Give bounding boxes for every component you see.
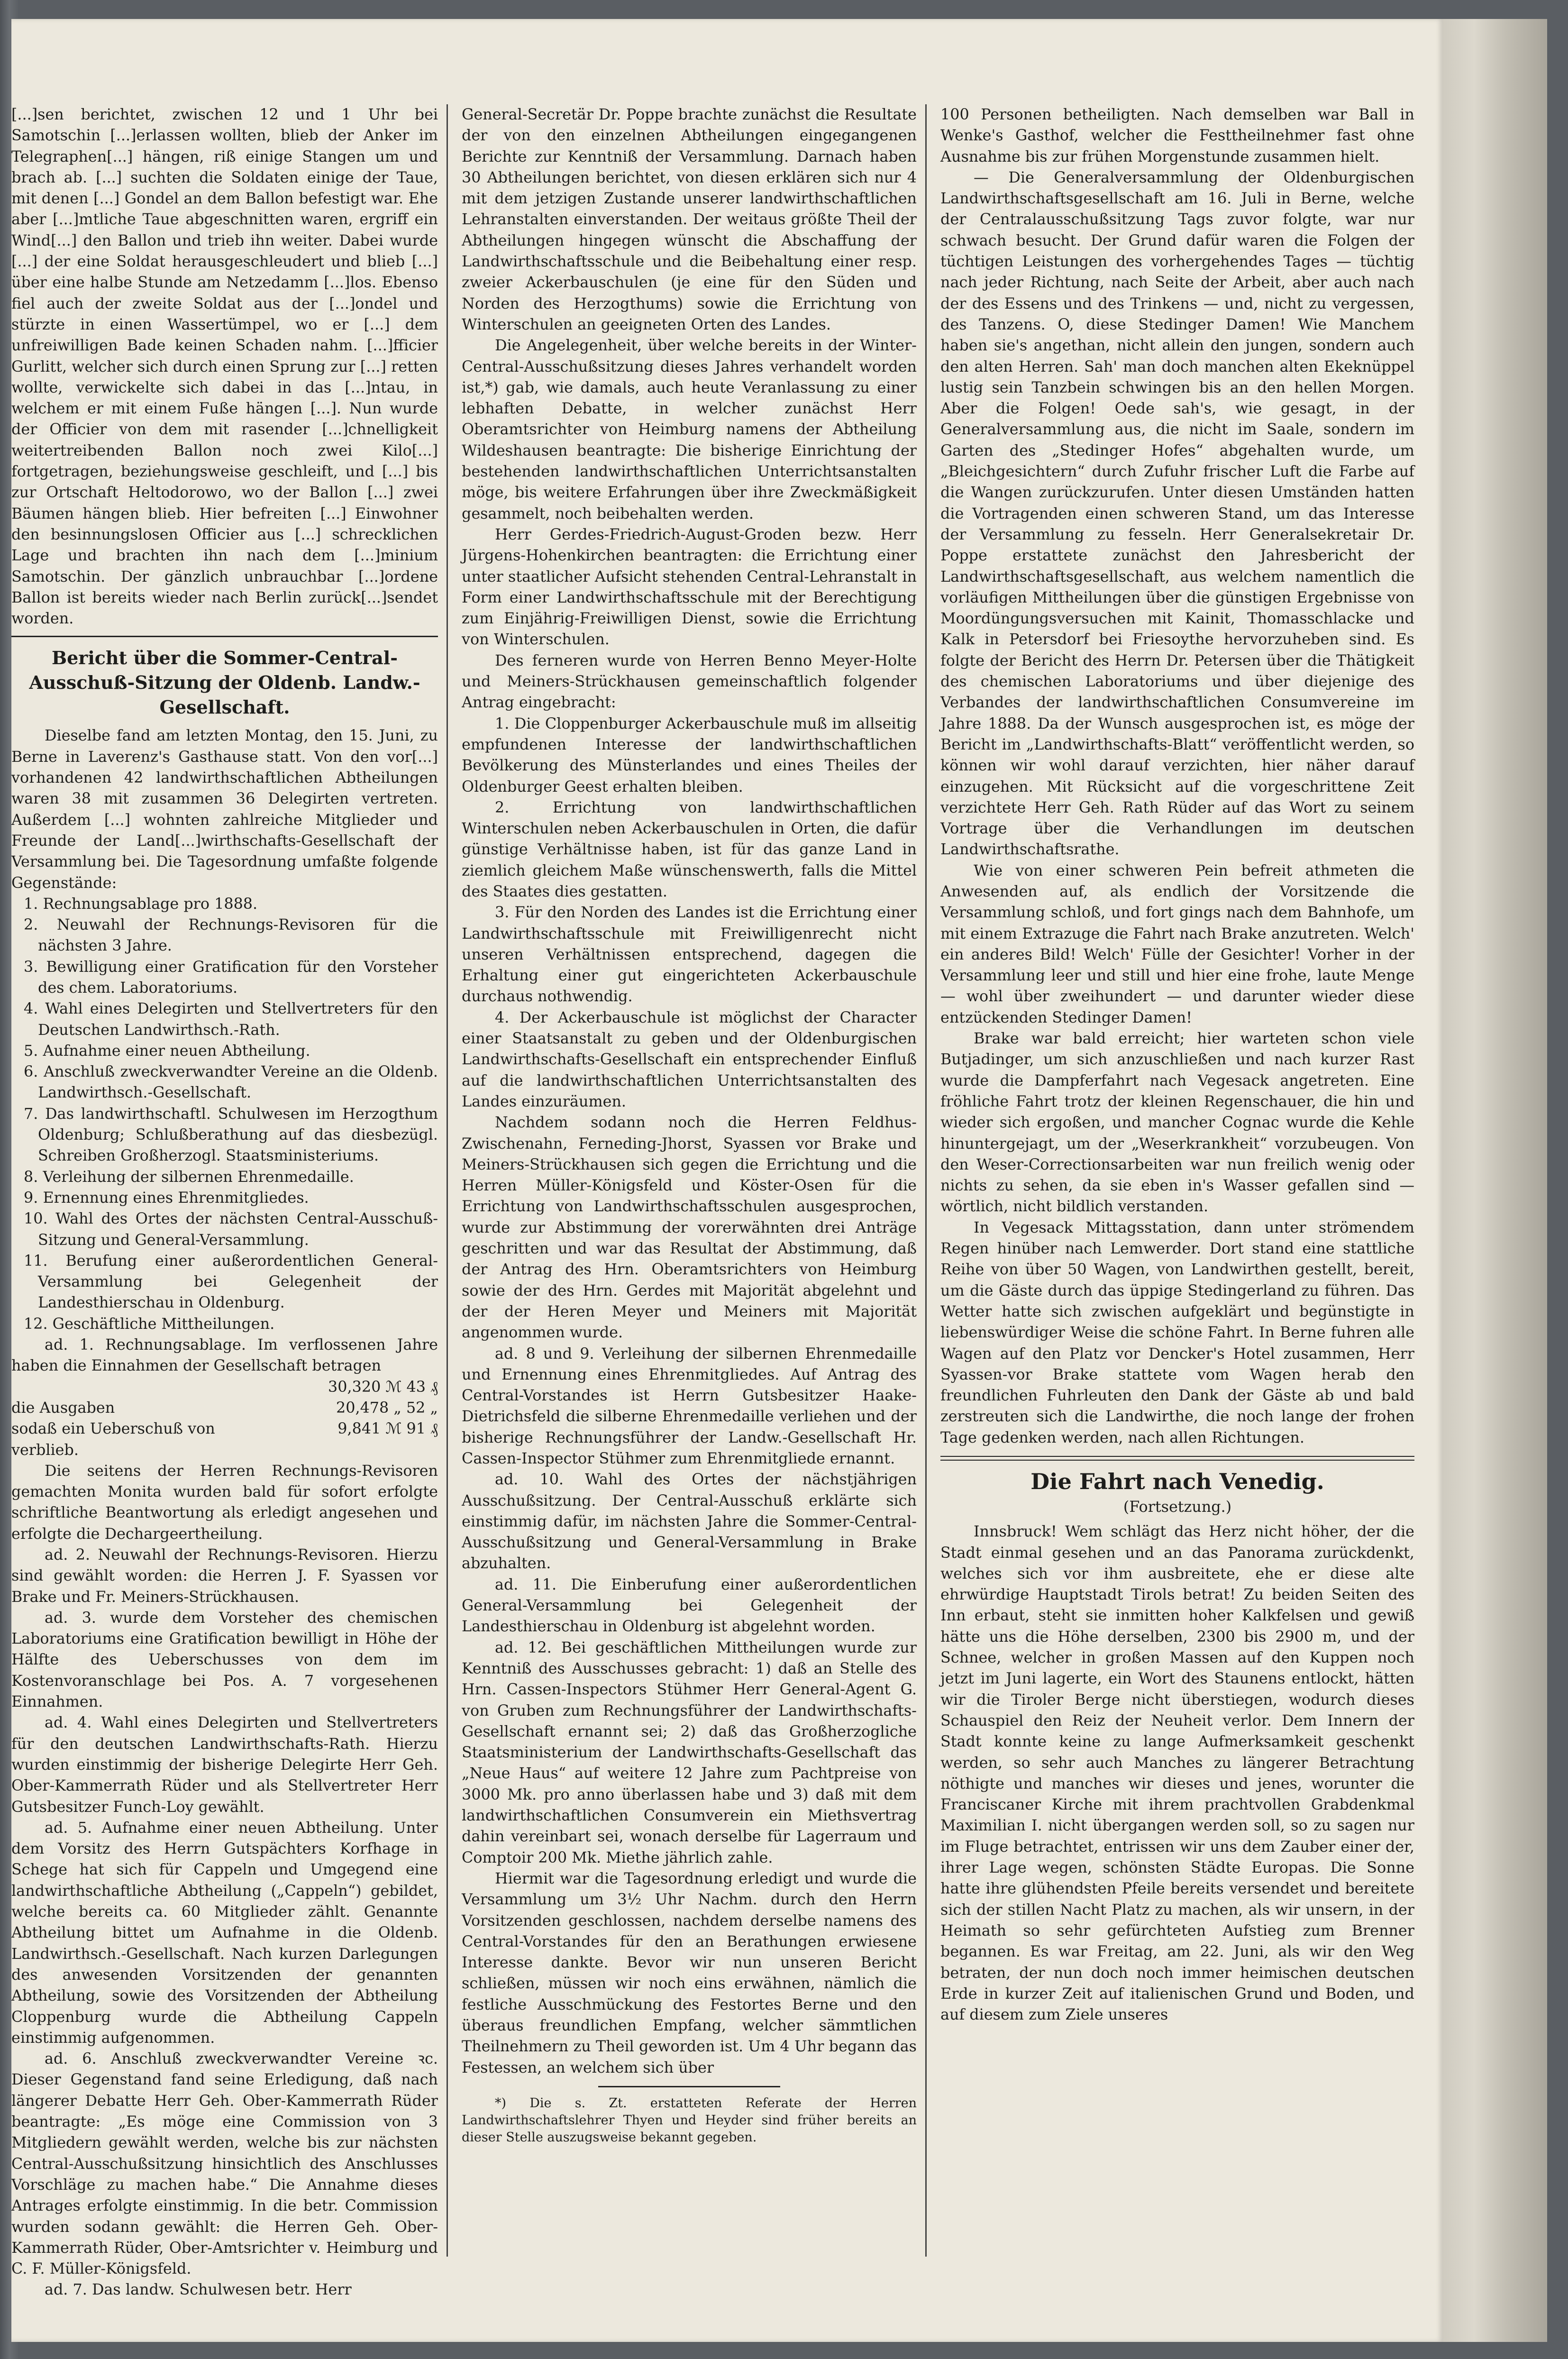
paragraph: ad. 10. Wahl des Ortes der nächstjährigen Ausschußsitzung. Der Central-Ausschuß erklärte sich einstimmig dafür, im nächsten Jahre die Sommer-Central-Ausschußsitzung und General-Versammlung in Brake abzuhalten.: [462, 1471, 917, 1573]
paragraph: Brake war bald erreicht; hier warteten schon viele Butjadinger, um sich anzuschließen und nach kurzer Rast wurde die Dampferfahrt nach Vegesack angetreten. Eine fröhliche Fahrt trotz der kleinen Regenschauer, die hin und wieder sich ergoßen, und mancher Cognac wurde die Kehle hinuntergejagt, um der „Weserkrankheit“ vorzubeugen. Von den Weser-Correctionsarbeiten war nun freilich wenig oder nichts zu sehen, da sie eben in's Wasser gefallen sind — wörtlich, nicht bildlich verstanden.: [940, 1030, 1414, 1216]
agenda-item: 6. Anschluß zweckverwandter Vereine an die Oldenb. Landwirthsch.-Gesellschaft.: [24, 1063, 438, 1102]
agenda-item: 9. Ernennung eines Ehrenmitgliedes.: [24, 1189, 309, 1207]
right-column: [940, 104, 1414, 2257]
agenda-item: 4. Wahl eines Delegirten und Stellvertreters für den Deutschen Landwirthsch.-Rath.: [24, 1000, 438, 1039]
column-rule: [925, 104, 927, 2257]
ueberschuss-value: 9,841 ℳ 91 ₰: [337, 1420, 438, 1438]
ad2-paragraph: ad. 2. Neuwahl der Rechnungs-Revisoren. Hierzu sind gewählt worden: die Herren J. F. Syassen vor Brake und Fr. Meiners-Strückhausen.: [11, 1546, 438, 1606]
ausgaben-row: [11, 1398, 438, 1418]
agenda-item: 11. Berufung einer außerordentlichen General-Versammlung bei Gelegenheit der Landesthierschau in Oldenburg.: [24, 1252, 438, 1312]
einnahmen-row: [11, 1377, 438, 1398]
paragraph: Herr Gerdes-Friedrich-August-Groden bezw. Herr Jürgens-Hohenkirchen beantragten: die Errichtung einer unter staatlicher Aufsicht stehenden Central-Lehranstalt in Form einer Landwirthschaftsschule mit der Berechtigung zum Einjährig-Freiwilligen Dienst, sowie die Errichtung von Winterschulen.: [462, 525, 917, 649]
paragraph: ad. 8 und 9. Verleihung der silbernen Ehrenmedaille und Ernennung eines Ehrenmitgliedes. Auf Antrag des Central-Vorstandes ist Herrn Gutsbesitzer Haake-Dietrichsfeld die silberne Ehrenmedaille verliehen und der bisherige Rechnungsführer der Landw.-Gesellschaft Hr. Cassen-Inspector Stühmer zum Ehrenmitgliede ernannt.: [462, 1344, 917, 1467]
agenda-item: 8. Verleihung der silbernen Ehrenmedaille.: [24, 1168, 354, 1186]
divider: [11, 636, 438, 637]
ad1-rest: Die seitens der Herren Rechnungs-Revisoren gemachten Monita wurden bald für sofort erfolgte schriftliche Beantwortung als erledigt angesehen und erfolgte die Dechargeertheilung.: [11, 1462, 438, 1543]
middle-column: [462, 104, 917, 2257]
ausgaben-label: die Ausgaben: [11, 1399, 115, 1417]
book-page-edge: [1443, 19, 1547, 2342]
ad1-paragraph: ad. 1. Rechnungsablage. Im verflossenen Jahre haben die Einnahmen der Gesellschaft betragen: [11, 1336, 438, 1375]
agenda-item: 3. Bewilligung einer Gratification für den Vorsteher des chem. Laboratoriums.: [24, 958, 438, 997]
paragraph: Des ferneren wurde von Herren Benno Meyer-Holte und Meiners-Strückhausen gemeinschaftlich folgender Antrag eingebracht:: [462, 651, 917, 712]
agenda-item: 5. Aufnahme einer neuen Abtheilung.: [24, 1042, 310, 1060]
venedig-subtitle: (Fortsetzung.): [1123, 1498, 1232, 1516]
footnote: *) Die s. Zt. erstatteten Referate der Herren Landwirthschaftslehrer Thyen und Heyder sind früher bereits an dieser Stelle auszugsweise bekannt gegeben.: [462, 2095, 917, 2145]
ausgaben-value: 20,478 „ 52 „: [336, 1399, 438, 1417]
paragraph: Die Angelegenheit, über welche bereits in der Winter-Central-Ausschußsitzung dieses Jahres verhandelt worden ist,*) gab, wie damals, auch heute Veranlassung zu einer lebhaften Debatte, in welcher zunächst Herr Oberamtsrichter von Heimburg namens der Abtheilung Wildeshausen beantragte: Die bisherige Einrichtung der bestehenden landwirthschaftlichen Unterrichtsanstalten möge, bis weitere Erfahrungen über ihre Zweckmäßigkeit gesammelt, noch beibehalten werden.: [462, 337, 917, 522]
paragraph: General-Secretär Dr. Poppe brachte zunächst die Resultate der von den einzelnen Abtheilungen eingegangenen Berichte zur Kenntniß der Versammlung. Darnach haben 30 Abtheilungen berichtet, von diesen erklären sich nur 4 mit dem jetzigen Zustande unserer landwirthschaftlichen Lehranstalten einverstanden. Der weitaus größte Theil der Abtheilungen hingegen wünscht die Abschaffung der Landwirthschaftsschule und die Beibehaltung einer resp. zweier Ackerbauschulen (je eine für den Süden und Norden des Herzogthums) sowie die Errichtung von Winterschulen an geeigneten Orten des Landes.: [462, 106, 917, 333]
report-heading: Bericht über die Sommer-Central-Ausschuß-Sitzung der Oldenb. Landw.-Gesellschaft.: [29, 647, 420, 718]
ueberschuss-label: sodaß ein Ueberschuß von: [11, 1420, 215, 1438]
paragraph: 1. Die Cloppenburger Ackerbauschule muß im allseitig empfundenen Interesse der landwirthschaftlichen Bevölkerung des Münsterlandes und eines Theiles der Oldenburger Geest erhalten bleiben.: [462, 714, 917, 795]
paragraph: — Die Generalversammlung der Oldenburgischen Landwirthschaftsgesellschaft am 16. Juli in Berne, welche der Centralausschußsitzung Tags zuvor folgte, war nur schwach besucht. Der Grund dafür waren die Folgen der tüchtigen Leistungen des vorhergehendes Tages — tüchtig nach jeder Richtung, nach Seite der Arbeit, aber auch nach der des Essens und des Trinkens — und, nicht zu vergessen, des Tanzens. O, diese Stedinger Damen! Wie Manchem haben sie's angethan, nicht allein den jungen, sondern auch den alten Herren. Sah' man doch manchen alten Ekeknüppel lustig sein Tanzbein schwingen bis an den hellen Morgen. Aber die Folgen! Oede sah's, wie gesagt, in der Generalversammlung aus, die nicht im Saale, sondern im Garten des „Stedinger Hofes“ abgehalten wurde, um „Bleichgesichtern“ durch Zufuhr frischer Luft die Farbe auf die Wangen zurückzurufen. Unter diesen Umständen hatten die Vortragenden einen schweren Stand, um das Interesse der Versammlung zu fesseln. Herr Generalsekretair Dr. Poppe erstattete zunächst den Jahresbericht der Landwirthschaftsgesellschaft, aus welchem namentlich die vorläufigen Mittheilungen über die günstigen Ergebnisse von Moordüngungsversuchen mit Kainit, Thomasschlacke und Kalk in Petersdorf bei Friesoythe hervorzuheben sind. Es folgte der Bericht des Herrn Dr. Petersen über die Thätigkeit des chemischen Laboratoriums und über diejenige des Verbandes der landwirthschaftlichen Consumvereine im Jahre 1888. Da der Wunsch ausgesprochen ist, es möge der Bericht im „Landwirthschafts-Blatt“ veröffentlicht werden, so können wir wohl darauf verzichten, hier näher darauf einzugehen. Mit Rücksicht auf die vorgeschrittene Zeit verzichtete Herr Geh. Rath Rüder auf das Wort zu seinem Vortrage über die Verhandlungen im deutschen Landwirthschaftsrathe.: [940, 168, 1414, 859]
double-divider: [940, 1456, 1414, 1461]
paragraph: 3. Für den Norden des Landes ist die Errichtung einer Landwirthschaftsschule mit Freiwilligenrecht nicht unseren Verhältnissen entsprechend, dagegen die Erhaltung einer gut eingerichteten Ackerbauschule durchaus nothwendig.: [462, 904, 917, 1006]
ad4-paragraph: ad. 4. Wahl eines Delegirten und Stellvertreters für den deutschen Landwirthschafts-Rath. Hierzu wurden einstimmig der bisherige Delegirte Herr Geh. Ober-Kammerrath Rüder und als Stellvertreter Herr Gutsbesitzer Funch-Loy gewählt.: [11, 1714, 438, 1816]
paragraph: In Vegesack Mittagsstation, dann unter strömendem Regen hinüber nach Lemwerder. Dort stand eine stattliche Reihe von über 50 Wagen, von Landwirthen gestellt, bereit, um die Gäste durch das üppige Stedingerland zu führen. Das Wetter hatte sich zwischen aufgeklärt und begünstigte in liebenswürdiger Weise die schöne Fahrt. In Berne fuhren alle Wagen auf den Platz vor Dencker's Hotel zusammen, Herr Syassen-vor Brake stattete vom Wagen herab den freundlichen Fuhrleuten den Dank der Gäste ab und bald zerstreuten sich die Landwirthe, die noch lange der frohen Tage gedenken werden, nach allen Richtungen.: [940, 1218, 1414, 1446]
einnahmen-value: 30,320 ℳ 43 ₰: [328, 1378, 438, 1396]
paragraph: 4. Der Ackerbauschule ist möglichst der Character einer Staatsanstalt zu geben und der Oldenburgischen Landwirthschafts-Gesellschaft ein entsprechender Einfluß auf die landwirthschaftlichen Unterrichtsanstalten des Landes einzuräumen.: [462, 1008, 917, 1110]
ad7-paragraph: ad. 7. Das landw. Schulwesen betr. Herr: [45, 2281, 352, 2299]
paragraph: Nachdem sodann noch die Herren Feldhus-Zwischenahn, Ferneding-Jhorst, Syassen vor Brake und Meiners-Strückhausen sich gegen die Errichtung und die Herren Müller-Königsfeld und Köster-Osen für die Errichtung von Landwirthschaftsschulen ausgesprochen, wurde zur Abstimmung der vorerwähnten drei Anträge geschritten und war das Resultat der Abstimmung, daß der Antrag des Hrn. Oberamtsrichters von Heimburg sowie der des Hrn. Gerdes mit Majorität abgelehnt und der der Heren Meyer und Meiners mit Majorität angenommen wurde.: [462, 1114, 917, 1342]
agenda-item: 10. Wahl des Ortes der nächsten Central-Ausschuß-Sitzung und General-Versammlung.: [24, 1210, 438, 1249]
ad3-paragraph: ad. 3. wurde dem Vorsteher des chemischen Laboratoriums eine Gratification bewilligt in Höhe der Hälfte des Ueberschusses von dem im Kostenvoranschlage bei Pos. A. 7 vorgesehenen Einnahmen.: [11, 1609, 438, 1711]
agenda-item: 2. Neuwahl der Rechnungs-Revisoren für die nächsten 3 Jahre.: [24, 916, 438, 955]
paragraph: Hiermit war die Tagesordnung erledigt und wurde die Versammlung um 3½ Uhr Nachm. durch den Herrn Vorsitzenden geschlossen, nachdem derselbe namens des Central-Vorstandes für den an Berathungen erwiesene Interesse dankte. Bevor wir nun unseren Bericht schließen, müssen wir noch eins erwähnen, nämlich die festliche Ausschmückung des Festortes Berne und den überaus freundlichen Empfang, welcher sämmtlichen Theilnehmern zu Theil geworden ist. Um 4 Uhr begann das Festessen, an welchem sich über: [462, 1869, 917, 2076]
ad5-paragraph: ad. 5. Aufnahme einer neuen Abtheilung. Unter dem Vorsitz des Herrn Gutspächters Korfhage in Schege hat sich für Cappeln und Umgegend eine landwirthschaftliche Abtheilung („Cappeln“) gebildet, welche bereits ca. 60 Mitglieder zählt. Genannte Abtheilung bittet um Aufnahme in die Oldenb. Landwirthsch.-Gesellschaft. Nach kurzen Darlegungen des anwesenden Vorsitzenden der genannten Abtheilung, sowie des Vorsitzenden der Abtheilung Cloppenburg wurde die Abtheilung Cappeln einstimmig aufgenommen.: [11, 1819, 438, 2047]
paragraph: ad. 11. Die Einberufung einer außerordentlichen General-Versammlung bei Gelegenheit der Landesthierschau in Oldenburg ist abgelehnt worden.: [462, 1575, 917, 1636]
left-column: [11, 104, 438, 2299]
column-rule: [447, 104, 448, 2257]
paragraph: Innsbruck! Wem schlägt das Herz nicht höher, der die Stadt einmal gesehen und an das Panorama zurückdenkt, welches sich vor ihm ausbreitete, ehe er diese alte ehrwürdige Hauptstadt Tirols betrat! Zu beiden Seiten des Inn erbaut, steht sie inmitten hoher Kalkfelsen und gewiß hätte uns die Höhe derselben, 2300 bis 2900 m, und der Schnee, welcher in großen Massen auf den Kuppen noch jetzt im Juni lagerte, ein Wort des Staunens entlockt, hätten wir die Tiroler Berge nicht überstiegen, wodurch dieses Schauspiel den Reiz der Neuheit verlor. Dem Innern der Stadt konnte keine zu lange Aufmerksamkeit geschenkt werden, so sehr auch Manches zu längerer Betrachtung nöthigte und manches wir dieses und jenes, worunter die Franciscaner Kirche mit ihrem prachtvollen Grabdenkmal Maximilian I. nicht übergangen werden soll, so zu sagen nur im Fluge betrachtet, entrissen wir uns dem Zauber einer der, ihrer Lage wegen, schönsten Städte Europas. Die Sonne hatte ihre glühendsten Pfeile bereits versendet und bereitete sich der stillen Nacht Platz zu machen, als wir unsern, in der Heimath so sehr gefürchteten Aufstieg zum Brenner begannen. Es war Freitag, am 22. Juni, als wir den Weg betraten, der nun doch noch immer heimischen deutschen Erde in kurzer Zeit auf italienischen Grund und Boden, und auf diesem zum Ziele unseres: [940, 1523, 1414, 2024]
newspaper-page: [11, 19, 1443, 2342]
paragraph: 100 Personen betheiligten. Nach demselben war Ball in Wenke's Gasthof, welcher die Festtheilnehmer fast ohne Ausnahme bis zur frühen Morgenstunde zusammen hielt.: [940, 106, 1414, 165]
agenda-item: 12. Geschäftliche Mittheilungen.: [24, 1315, 275, 1333]
agenda-item: 7. Das landwirthschaftl. Schulwesen im Herzogthum Oldenburg; Schlußberathung auf das diesbezügl. Schreiben Großherzogl. Staatsministeriums.: [24, 1105, 438, 1165]
ueberschuss-row: [11, 1418, 438, 1439]
paragraph: ad. 12. Bei geschäftlichen Mittheilungen wurde zur Kenntniß des Ausschusses gebracht: 1) daß an Stelle des Hrn. Cassen-Inspectors Stühmer Herr General-Agent G. von Gruben zum Rechnungsführer der Landwirthschafts-Gesellschaft ernannt sei; 2) daß das Großherzogliche Staatsministerium der Landwirthschafts-Gesellschaft das „Neue Haus“ auf weitere 12 Jahre zum Pachtpreise von 3000 Mk. pro anno überlassen habe und 3) daß mit dem landwirthschaftlichen Consumverein ein Miethsvertrag dahin vereinbart sei, wonach derselbe für Lagerraum und Comptoir 200 Mk. Miethe jährlich zahle.: [462, 1638, 917, 1866]
ad6-paragraph: ad. 6. Anschluß zweckverwandter Vereine ꝛc. Dieser Gegenstand fand seine Erledigung, daß nach längerer Debatte Herr Geh. Ober-Kammerrath Rüder beantragte: „Es möge eine Commission von 3 Mitgliedern gewählt werden, welche bis zur nächsten Central-Ausschußsitzung hinsichtlich des Anschlusses Vorschläge zu machen habe.“ Die Annahme dieses Antrages erfolgte einstimmig. In die betr. Commission wurden sodann gewählt: die Herren Geh. Ober-Kammerrath Rüder, Ober-Amtsrichter v. Heimburg und C. F. Müller-Königsfeld.: [11, 2050, 438, 2278]
agenda-item: 1. Rechnungsablage pro 1888.: [24, 895, 258, 913]
paragraph: Wie von einer schweren Pein befreit athmeten die Anwesenden auf, als endlich der Vorsitzende die Versammlung schloß, und fort gings nach dem Bahnhofe, um mit einem Extrazuge die Fahrt nach Brake anzutreten. Welch' ein anderes Bild! Welch' Fülle der Gesichter! Vorher in der Versammlung leer und still und hier eine frohe, laute Menge — wohl über zweihundert — und darunter wieder diese entzückenden Stedinger Damen!: [940, 861, 1414, 1026]
balloon-article: [...]sen berichtet, zwischen 12 und 1 Uhr bei Samotschin [...]erlassen wollten, blieb der Anker im Telegraphen[...] hängen, riß einige Stangen um und brach ab. [...] suchten die Soldaten einige der Taue, mit denen [...] Gondel an dem Ballon befestigt war. Ehe aber [...]mtliche Taue abgeschnitten waren, ergriff ein Wind[...] den Ballon und trieb ihn weiter. Dabei wurde [...] der eine Soldat herausgeschleudert und blieb [...] über eine halbe Stunde am Netzedamm [...]los. Ebenso fiel auch der zweite Soldat aus der [...]ondel und stürzte in einen Wassertümpel, wo er [...] dem unfreiwilligen Bade keinen Schaden nahm. [...]fficier Gurlitt, welcher sich durch einen Sprung zur [...] retten wollte, verwickelte sich dabei in das [...]ntau, in welchem er mit einem Fuße hängen [...]. Nun wurde der Officier von dem mit rasender [...]chnelligkeit weitertreibenden Ballon noch zwei Kilo[...] fortgetragen, beziehungsweise geschleift, und [...] bis zur Ortschaft Heltodorowo, wo der Ballon [...] zwei Bäumen hängen blieb. Hier befreiten [...] Einwohner den besinnungslosen Officier aus [...] schrecklichen Lage und brachten ihn nach dem [...]minium Samotschin. Der gänzlich unbrauchbar [...]ordene Ballon ist bereits wieder nach Berlin zurück[...]sendet worden.: [11, 106, 438, 628]
venedig-title: Die Fahrt nach Venedig.: [1030, 1469, 1324, 1494]
paragraph: 2. Errichtung von landwirthschaftlichen Winterschulen neben Ackerbauschulen in Orten, die dafür günstige Verhältnisse haben, ist für das ganze Land in ziemlich gleichem Maße wünschenswerth, falls die Mittel des Staates dies gestatten.: [462, 798, 917, 900]
agenda-list: [11, 894, 438, 1335]
verblieb-text: verblieb.: [11, 1441, 79, 1459]
footnote-divider: [598, 2086, 780, 2087]
report-intro: Dieselbe fand am letzten Montag, den 15. Juni, zu Berne in Laverenz's Gasthause statt. Von den vor[...] vorhandenen 42 landwirthschaftlichen Abtheilungen waren 38 mit zusammen 36 Delegirten vertreten. Außerdem [...] wohnten zahlreiche Mitglieder und Freunde der Land[...]wirthschafts-Gesellschaft der Versammlung bei. Die Tagesordnung umfaßte folgende Gegenstände:: [11, 727, 438, 892]
